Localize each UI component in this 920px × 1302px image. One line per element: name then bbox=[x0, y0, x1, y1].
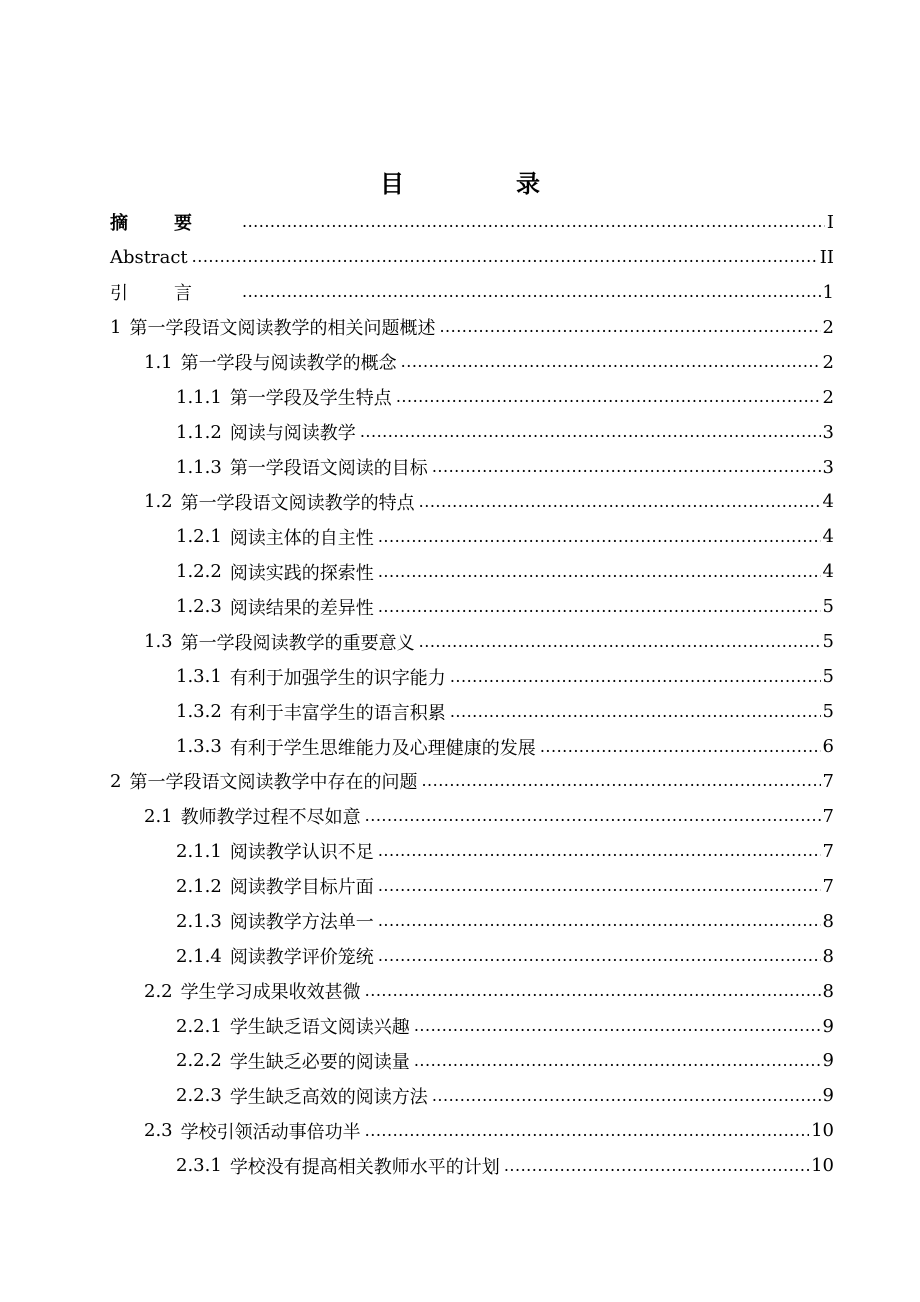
toc-page-number: 1 bbox=[822, 281, 834, 303]
toc-entry[interactable] bbox=[110, 729, 834, 764]
toc-page-number: 4 bbox=[822, 491, 834, 513]
toc-dot-leader bbox=[192, 247, 818, 267]
toc-dot-leader bbox=[419, 492, 821, 512]
toc-entry[interactable] bbox=[110, 415, 834, 450]
toc-entry[interactable] bbox=[110, 240, 834, 275]
toc-entry-number: 1.2.2 bbox=[176, 561, 222, 583]
toc-dot-leader bbox=[401, 352, 821, 372]
toc-dot-leader bbox=[432, 1086, 821, 1106]
toc-page-number: 7 bbox=[822, 840, 834, 862]
toc-page-number: 9 bbox=[822, 1085, 834, 1107]
toc-entry-label: 阅读教学目标片面 bbox=[229, 877, 374, 899]
toc-entry-number: 2 bbox=[110, 770, 122, 792]
toc-dot-leader bbox=[360, 422, 821, 442]
toc-entry-label: 阅读主体的自主性 bbox=[229, 527, 374, 549]
toc-entry[interactable] bbox=[110, 554, 834, 589]
toc-entry-number: 2.2.2 bbox=[176, 1050, 222, 1072]
toc-title: 目 录 bbox=[380, 170, 584, 198]
toc-page-number: 7 bbox=[822, 875, 834, 897]
toc-entry-number: 1 bbox=[110, 316, 122, 338]
toc-entry-number: 1.1 bbox=[144, 351, 173, 373]
toc-entry[interactable] bbox=[110, 589, 834, 624]
toc-dot-leader bbox=[378, 597, 821, 617]
toc-dot-leader bbox=[450, 667, 821, 687]
toc-entry[interactable] bbox=[110, 1148, 834, 1183]
toc-entry[interactable] bbox=[110, 275, 834, 310]
toc-entry[interactable] bbox=[110, 834, 834, 869]
toc-page-number: 2 bbox=[822, 386, 834, 408]
toc-dot-leader bbox=[242, 212, 825, 232]
toc-entry-label: 第一学段语文阅读的目标 bbox=[229, 458, 428, 480]
toc-entry[interactable] bbox=[110, 485, 834, 520]
toc-entry[interactable] bbox=[110, 380, 834, 415]
toc-dot-leader bbox=[378, 876, 821, 896]
toc-entry-number: 1.2.1 bbox=[176, 526, 222, 548]
toc-dot-leader bbox=[365, 806, 821, 826]
toc-dot-leader bbox=[378, 911, 821, 931]
toc-dot-leader bbox=[396, 387, 821, 407]
toc-entry-label: 阅读结果的差异性 bbox=[229, 597, 374, 619]
toc-entry-label: 阅读与阅读教学 bbox=[229, 423, 356, 445]
toc-dot-leader bbox=[504, 1156, 809, 1176]
toc-page-number: 7 bbox=[822, 805, 834, 827]
toc-entry-label: 摘要 bbox=[110, 213, 238, 235]
toc-page-number: 4 bbox=[822, 526, 834, 548]
toc-page-number: 8 bbox=[822, 945, 834, 967]
toc-page-number: 5 bbox=[822, 631, 834, 653]
toc-entry-label: 学校没有提高相关教师水平的计划 bbox=[229, 1156, 500, 1178]
toc-entry-label: 第一学段阅读教学的重要意义 bbox=[180, 632, 415, 654]
toc-entry[interactable] bbox=[110, 345, 834, 380]
toc-dot-leader bbox=[378, 527, 821, 547]
toc-entry-number: 1.2 bbox=[144, 491, 173, 513]
toc-entry[interactable] bbox=[110, 904, 834, 939]
toc-entry-number: 1.3 bbox=[144, 631, 173, 653]
toc-entry-label: 第一学段语文阅读教学的特点 bbox=[180, 492, 415, 514]
toc-entry[interactable] bbox=[110, 519, 834, 554]
toc-entry-label: 第一学段及学生特点 bbox=[229, 388, 392, 410]
toc-page-number: 8 bbox=[822, 980, 834, 1002]
toc-dot-leader bbox=[421, 771, 820, 791]
toc-dot-leader bbox=[414, 1051, 821, 1071]
toc-entry-label: Abstract bbox=[110, 246, 188, 268]
toc-page-number: 6 bbox=[822, 736, 834, 758]
toc-entry[interactable] bbox=[110, 624, 834, 659]
toc-entry[interactable] bbox=[110, 450, 834, 485]
toc-entry[interactable] bbox=[110, 205, 834, 240]
toc-entry-number: 1.3.2 bbox=[176, 701, 222, 723]
toc-page-number: II bbox=[819, 246, 834, 268]
toc-entry-number: 1.2.3 bbox=[176, 596, 222, 618]
toc-page-number: 2 bbox=[822, 351, 834, 373]
toc-page-number: 3 bbox=[822, 456, 834, 478]
toc-page-number: 8 bbox=[822, 910, 834, 932]
table-of-contents bbox=[110, 205, 834, 1183]
toc-entry-label: 阅读教学认识不足 bbox=[229, 842, 374, 864]
toc-entry[interactable] bbox=[110, 1078, 834, 1113]
toc-entry-label: 有利于学生思维能力及心理健康的发展 bbox=[229, 737, 536, 759]
toc-dot-leader bbox=[365, 981, 821, 1001]
toc-entry-label: 阅读实践的探索性 bbox=[229, 562, 374, 584]
toc-entry-label: 学生缺乏必要的阅读量 bbox=[229, 1051, 410, 1073]
toc-entry-number: 2.1.4 bbox=[176, 945, 222, 967]
toc-entry-number: 2.3 bbox=[144, 1120, 173, 1142]
toc-dot-leader bbox=[432, 457, 821, 477]
toc-page-number: 9 bbox=[822, 1050, 834, 1072]
toc-entry[interactable] bbox=[110, 310, 834, 345]
toc-entry-number: 1.1.2 bbox=[176, 421, 222, 443]
toc-page-number: 7 bbox=[822, 770, 834, 792]
toc-entry-label: 学生缺乏语文阅读兴趣 bbox=[229, 1017, 410, 1039]
toc-entry-label: 有利于丰富学生的语言积累 bbox=[229, 702, 446, 724]
toc-page-number: 3 bbox=[822, 421, 834, 443]
toc-entry-label: 第一学段语文阅读教学中存在的问题 bbox=[129, 772, 418, 794]
toc-entry-number: 1.3.1 bbox=[176, 666, 222, 688]
toc-entry-number: 2.2.3 bbox=[176, 1085, 222, 1107]
toc-entry[interactable] bbox=[110, 869, 834, 904]
toc-entry[interactable] bbox=[110, 939, 834, 974]
toc-dot-leader bbox=[378, 562, 821, 582]
toc-dot-leader bbox=[378, 946, 821, 966]
toc-entry[interactable] bbox=[110, 659, 834, 694]
toc-entry-number: 1.1.3 bbox=[176, 456, 222, 478]
toc-entry-label: 学生学习成果收效甚微 bbox=[180, 982, 361, 1004]
toc-entry-label: 第一学段语文阅读教学的相关问题概述 bbox=[129, 318, 436, 340]
toc-entry[interactable] bbox=[110, 1009, 834, 1044]
toc-page-number: 10 bbox=[811, 1120, 834, 1142]
toc-entry[interactable] bbox=[110, 694, 834, 729]
toc-entry-number: 2.3.1 bbox=[176, 1155, 222, 1177]
toc-entry-number: 2.1 bbox=[144, 805, 173, 827]
toc-page-number: 9 bbox=[822, 1015, 834, 1037]
toc-entry-label: 有利于加强学生的识字能力 bbox=[229, 667, 446, 689]
toc-page-number: 4 bbox=[822, 561, 834, 583]
toc-dot-leader bbox=[414, 1016, 821, 1036]
toc-entry-number: 2.2.1 bbox=[176, 1015, 222, 1037]
toc-dot-leader bbox=[378, 841, 821, 861]
toc-page-number: I bbox=[826, 211, 834, 233]
toc-entry[interactable] bbox=[110, 1113, 834, 1148]
toc-entry-label: 阅读教学方法单一 bbox=[229, 912, 374, 934]
toc-entry-number: 2.1.2 bbox=[176, 875, 222, 897]
toc-dot-leader bbox=[450, 702, 821, 722]
toc-entry-number: 1.3.3 bbox=[176, 736, 222, 758]
toc-entry[interactable] bbox=[110, 764, 834, 799]
toc-page-number: 5 bbox=[822, 701, 834, 723]
toc-dot-leader bbox=[439, 317, 820, 337]
toc-entry-label: 教师教学过程不尽如意 bbox=[180, 807, 361, 829]
toc-entry-label: 学生缺乏高效的阅读方法 bbox=[229, 1086, 428, 1108]
toc-entry-number: 2.2 bbox=[144, 980, 173, 1002]
toc-entry-number: 2.1.3 bbox=[176, 910, 222, 932]
toc-page-number: 10 bbox=[811, 1155, 834, 1177]
toc-entry[interactable] bbox=[110, 974, 834, 1009]
toc-entry-label: 引言 bbox=[110, 283, 238, 305]
toc-entry[interactable] bbox=[110, 1044, 834, 1079]
toc-entry-number: 1.1.1 bbox=[176, 386, 222, 408]
toc-page-number: 5 bbox=[822, 666, 834, 688]
toc-dot-leader bbox=[540, 737, 821, 757]
toc-entry-label: 阅读教学评价笼统 bbox=[229, 947, 374, 969]
toc-dot-leader bbox=[419, 632, 821, 652]
toc-entry-label: 学校引领活动事倍功半 bbox=[180, 1121, 361, 1143]
toc-entry-number: 2.1.1 bbox=[176, 840, 222, 862]
toc-page-number: 5 bbox=[822, 596, 834, 618]
toc-entry-label: 第一学段与阅读教学的概念 bbox=[180, 353, 397, 375]
toc-dot-leader bbox=[365, 1121, 809, 1141]
toc-entry[interactable] bbox=[110, 799, 834, 834]
toc-dot-leader bbox=[242, 282, 821, 302]
toc-page-number: 2 bbox=[822, 316, 834, 338]
